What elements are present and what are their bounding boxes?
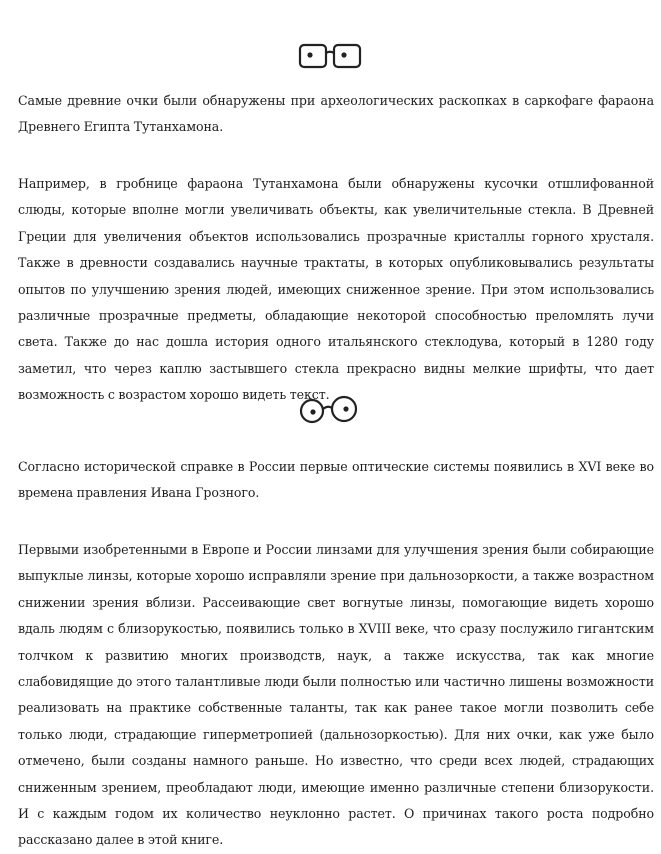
paragraph-russia-optics: Согласно исторической справке в России первые оптические системы появились в XVI веке во времена правления Ивана Грозного. [18,459,654,501]
paragraph-oldest-glasses: Самые древние очки были обнаружены при археологических раскопках в саркофаге фараона Древнего Египта Тутанхамона. [18,93,654,135]
paragraph-ancient-lenses: Например, в гробнице фараона Тутанхамона были обнаружены кусочки отшлифованной слюды, которые вполне могли увеличивать объекты, как увеличительные стекла. В Древней Греции для увеличения объектов использовались прозрачные кристаллы горного хрусталя. Также в древности создавались научные трактаты, в которых опубликовывались результаты опытов по улучшению зрения людей, имеющих сниженное зрение. При этом использовались различные прозрачные предметы, обладающие некоторой способностью преломлять лучи света. Также до нас дошла история одного итальянского стеклодува, который в 1280 году заметил, что через каплю застывшего стекла прекрасно видны мелкие шрифты, что дает возможность с возрастом хорошо видеть текст. [18,176,654,403]
square-glasses-icon [297,41,363,71]
round-glasses-icon [297,393,361,427]
paragraph-lens-history: Первыми изобретенными в Европе и России линзами для улучшения зрения были собирающие выпуклые линзы, которые хорошо исправляли зрение при дальнозоркости, а также возрастном снижении зрения вблизи. Рассеивающие свет вогнутые линзы, помогающие видеть хорошо вдаль людям с близорукостью, появились только в XVIII веке, что сразу послужило гигантским толчком к развитию многих производств, наук, а также искусства, так как многие слабовидящие до этого талантливые люди были полностью или частично лишены возможности реализовать на практике собственные таланты, так как ранее такое могли позволить себе только люди, страдающие гиперметропией (дальнозоркостью). Для них очки, как уже было отмечено, были созданы намного раньше. Но известно, что среди всех людей, страдающих сниженным зрением, преобладают люди, имеющие именно различные степени близорукости. И с каждым годом их количество неуклонно растет. О причинах такого роста подробно рассказано далее в этой книге. [18,542,654,848]
